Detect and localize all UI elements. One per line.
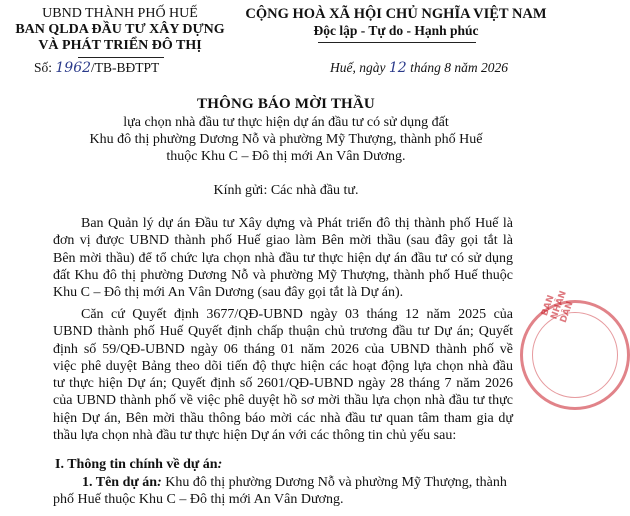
- issue-date: Huế, ngày 12 tháng 8 năm 2026: [330, 60, 508, 76]
- paragraph-line: Căn cứ Quyết định 3677/QĐ-UBND ngày 03 tháng 12 năm 2025 của: [81, 307, 513, 322]
- paragraph-line: đất Khu đô thị phường Dương Nỗ và phường Mỹ Thượng, thành phố Huế thuộc: [53, 267, 513, 283]
- paragraph-line: định số 59/QĐ-UBND ngày 06 tháng 01 năm 2026 của UBND thành phố về: [53, 341, 513, 357]
- title-subline-3: thuộc Khu C – Đô thị mới An Vân Dương.: [166, 149, 406, 164]
- paragraph-line: UBND thành phố Huế Quyết định chấp thuận chủ trương đầu tư Dự án; Quyết: [53, 324, 513, 340]
- official-seal-inner-ring: [532, 312, 618, 398]
- national-motto: Độc lập - Tự do - Hạnh phúc: [313, 23, 479, 38]
- issuer-line-2: BAN QLDA ĐẦU TƯ XÂY DỰNG: [15, 22, 225, 37]
- issuer-underline: [78, 57, 164, 58]
- salutation: Kính gửi: Các nhà đầu tư.: [213, 183, 359, 198]
- paragraph-line: Khu C – Đô thị mới An Vân Dương (sau đây gọi tắt là Dự án).: [53, 285, 404, 301]
- seal-text: BAN NHÂN DÂN: [540, 289, 576, 325]
- document-number: Số: 1962/TB-BĐTPT: [34, 60, 160, 76]
- section-item-1: 1. Tên dự án: Khu đô thị phường Dương Nỗ và phường Mỹ Thượng, thành: [82, 475, 507, 490]
- title-subline-2: Khu đô thị phường Dương Nỗ và phường Mỹ Thượng, thành phố Huế: [89, 132, 483, 147]
- issuer-line-1: UBND THÀNH PHỐ HUẾ: [42, 6, 198, 21]
- title-subline-1: lựa chọn nhà đầu tư thực hiện dự án đầu tư có sử dụng đất: [123, 115, 449, 130]
- paragraph-line: Bên mời thầu) để tổ chức lựa chọn nhà đầu tư thực hiện dự án đầu tư có sử dụng: [53, 250, 513, 266]
- paragraph-line: Ban Quản lý dự án Đầu tư Xây dựng và Phát triển đô thị thành phố Huế là: [81, 216, 513, 231]
- national-title: CỘNG HOÀ XÃ HỘI CHỦ NGHĨA VIỆT NAM: [245, 6, 547, 22]
- paragraph-1: [53, 215, 513, 301]
- page-title: THÔNG BÁO MỜI THẦU: [197, 96, 375, 112]
- section-heading: I. Thông tin chính về dự án:: [55, 457, 223, 472]
- paragraph-2: [53, 306, 513, 444]
- paragraph-line: tư thực hiện Dự án; Quyết định số 2601/QĐ-UBND ngày 28 tháng 7 năm 2026: [53, 376, 513, 392]
- handwritten-number: 1962: [55, 60, 92, 76]
- issuer-line-3: VÀ PHÁT TRIỂN ĐÔ THỊ: [38, 38, 202, 53]
- motto-underline: [318, 42, 476, 43]
- handwritten-day: 12: [388, 60, 407, 76]
- section-item-1-continued: phố Huế thuộc Khu C – Đô thị mới An Vân Dương.: [53, 492, 344, 507]
- paragraph-line: của UBND thành phố về việc phê duyệt hồ sơ mời thầu lựa chọn nhà đầu tư thực: [53, 393, 513, 409]
- paragraph-line: thầu lựa chọn nhà đầu tư thực hiện Dự án với các thông tin chủ yếu sau:: [53, 428, 457, 444]
- paragraph-line: việc phê duyệt Bảng theo dõi tiến độ thực hiện các hoạt động lựa chọn nhà đầu: [53, 358, 513, 374]
- paragraph-line: đơn vị được UBND thành phố Huế giao làm Bên mời thầu (sau đây gọi tắt là: [53, 233, 513, 249]
- paragraph-line: hiện Dự án, Bên mời thầu thông báo mời các nhà đầu tư quan tâm tham gia dự: [53, 410, 513, 426]
